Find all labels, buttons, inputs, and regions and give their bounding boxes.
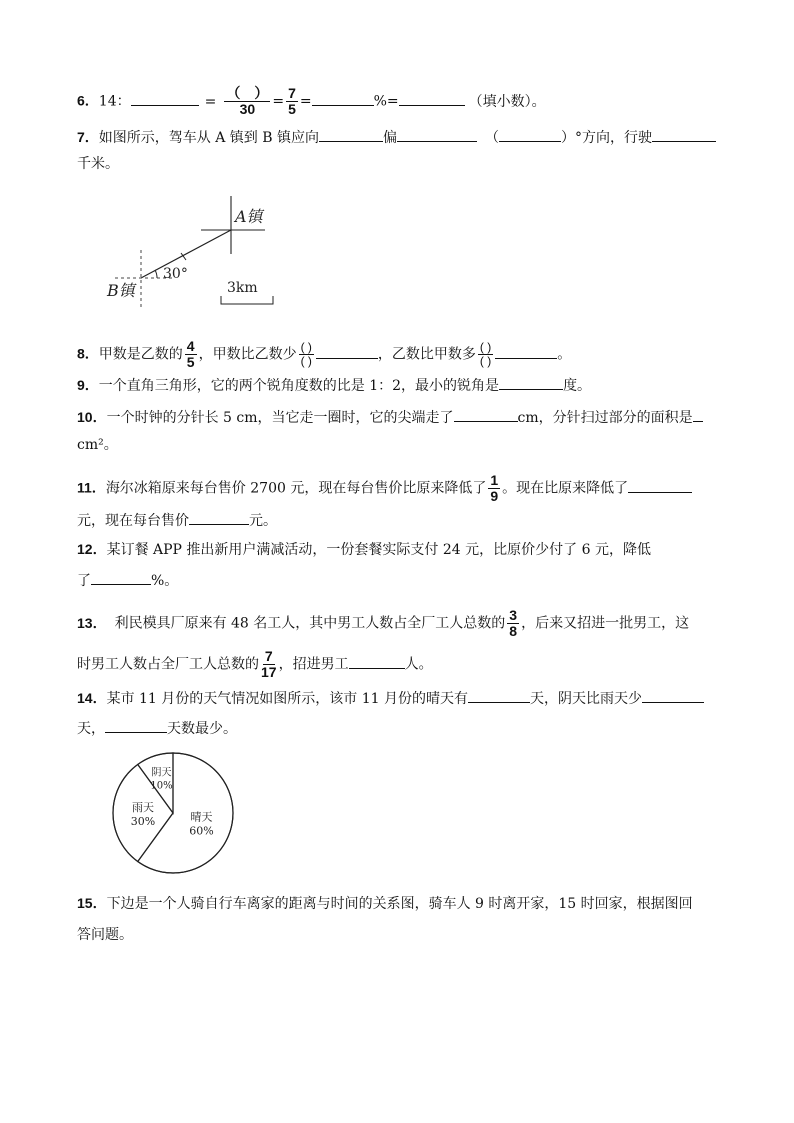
answer-blank[interactable]: [397, 127, 477, 142]
question-7-cont: 千米。: [77, 156, 119, 172]
fraction: $\frac{( )}{30}$: [226, 85, 269, 117]
b-town-label: B镇: [107, 281, 135, 300]
question-number: 8．: [77, 345, 99, 362]
answer-blank[interactable]: [399, 91, 465, 106]
question-14-cont: 天， 天数最少。: [77, 718, 237, 738]
pie-value-label: 60%: [189, 824, 214, 838]
answer-blank[interactable]: [495, 344, 557, 359]
pie-value-label: 30%: [130, 815, 156, 828]
answer-blank[interactable]: [312, 91, 374, 106]
question-13: 13． 利民模具厂原来有 48 名工人，其中男工人数占全厂工人总数的 $\frac{3}{8}$ ，后来又招进一批男工，这: [77, 607, 690, 639]
answer-blank[interactable]: [349, 654, 405, 669]
question-15: 15．下边是一个人骑自行车离家的距离与时间的关系图，骑车人 9 时离开家，15 时回家，根据图回: [77, 895, 693, 912]
pie-category-label: 雨天: [132, 801, 154, 814]
question-number: 7．: [77, 129, 99, 145]
answer-blank[interactable]: [189, 510, 249, 525]
question-14: 14．某市 11 月份的天气情况如图所示，该市 11 月份的晴天有 天，阴天比雨天少: [77, 688, 704, 708]
answer-blank[interactable]: [652, 127, 716, 142]
question-8: 8．甲数是乙数的 $\frac{4}{5}$ ，甲数比乙数少 $\frac{( )}{( )}$ ，乙数比甲数多 $\frac{( )}{( )}$ 。: [77, 338, 572, 370]
answer-blank[interactable]: [693, 407, 703, 422]
question-number: 9．: [77, 377, 99, 393]
scale-bar: [221, 296, 273, 304]
question-7: 7．如图所示，驾车从 A 镇到 B 镇应向 偏 （ ）°方向，行驶: [77, 127, 716, 147]
answer-blank[interactable]: [499, 127, 561, 142]
fraction: $\frac{7}{17}$: [261, 648, 277, 680]
fraction-blank[interactable]: $\frac{( )}{( )}$: [479, 340, 492, 368]
question-number: 12．: [77, 541, 107, 557]
question-10-cont: cm²。: [77, 437, 118, 453]
question-6: 6．14： = $\frac{( )}{30}$ = $\frac{7}{5}$ = %= （填小数）。: [77, 85, 546, 117]
question-12-cont: 了 %。: [77, 570, 178, 590]
direction-diagram: [105, 192, 285, 317]
weather-pie-chart: [108, 748, 238, 878]
question-10: 10．一个时钟的分针长 5 cm，当它走一圈时，它的尖端走了 cm，分针扫过部分的面积是: [77, 407, 703, 427]
angle-arc: [155, 270, 157, 278]
question-number: 13．: [77, 614, 107, 631]
answer-blank[interactable]: [468, 688, 530, 703]
a-town-label: A镇: [235, 207, 263, 226]
pie-category-label: 阴天: [151, 767, 172, 779]
question-number: 14．: [77, 690, 107, 706]
question-number: 11．: [77, 479, 106, 496]
question-number: 15．: [77, 895, 107, 911]
pie-value-label: 10%: [150, 780, 173, 792]
answer-blank[interactable]: [499, 375, 563, 390]
question-number: 10．: [77, 409, 107, 425]
answer-blank[interactable]: [131, 91, 199, 106]
fraction: $\frac{1}{9}$: [490, 472, 499, 504]
answer-blank[interactable]: [316, 344, 378, 359]
scale-label: 3km: [227, 280, 258, 296]
fraction: $\frac{7}{5}$: [288, 85, 296, 117]
fraction-blank[interactable]: $\frac{( )}{( )}$: [300, 340, 312, 368]
question-number: 6．: [77, 92, 99, 109]
answer-blank[interactable]: [91, 570, 151, 585]
question-15-cont: 答问题。: [77, 927, 133, 943]
question-13-cont: 时男工人数占全厂工人总数的 $\frac{7}{17}$ ，招进男工 人。: [77, 648, 433, 680]
answer-blank[interactable]: [642, 688, 704, 703]
fraction: $\frac{3}{8}$: [509, 607, 518, 639]
question-11: 11．海尔冰箱原来每台售价 2700 元，现在每台售价比原来降低了 $\frac{1}{9}$ 。现在比原来降低了: [77, 473, 692, 504]
angle-label: 30°: [163, 266, 188, 282]
question-9: 9．一个直角三角形，它的两个锐角度数的比是 1：2，最小的锐角是 度。: [77, 377, 592, 394]
answer-blank[interactable]: [628, 478, 692, 493]
pie-category-label: 晴天: [190, 810, 213, 824]
answer-blank[interactable]: [319, 127, 383, 142]
answer-blank[interactable]: [105, 718, 167, 733]
question-12: 12．某订餐 APP 推出新用户满减活动，一份套餐实际支付 24 元，比原价少付了 6 元，降低: [77, 541, 651, 558]
question-11-cont: 元，现在每台售价 元。: [77, 510, 277, 530]
fraction: $\frac{4}{5}$: [186, 338, 195, 370]
answer-blank[interactable]: [454, 407, 518, 422]
